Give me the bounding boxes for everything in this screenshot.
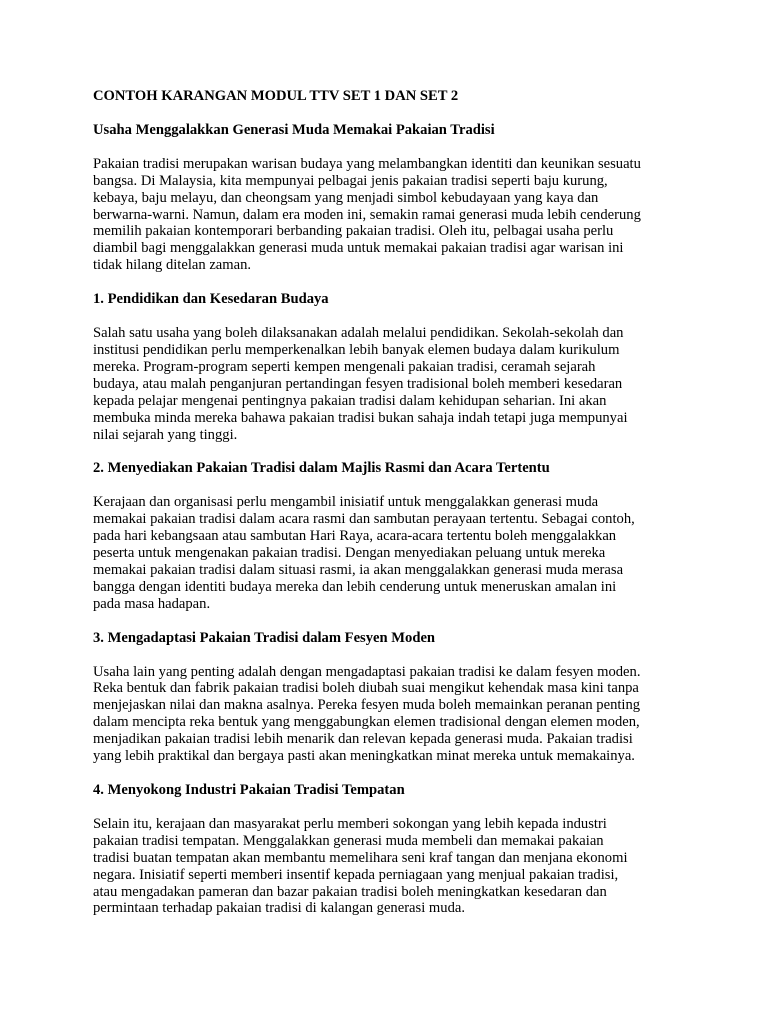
paragraph-line: Usaha lain yang penting adalah dengan mengadaptasi pakaian tradisi ke dalam fesyen moden.: [93, 663, 641, 680]
paragraph-line: menjadikan pakaian tradisi lebih menarik dan relevan kepada generasi muda. Pakaian tradisi: [93, 731, 633, 748]
paragraph-line: diambil bagi menggalakkan generasi muda untuk memakai pakaian tradisi agar warisan ini: [93, 240, 624, 257]
paragraph-line: Kerajaan dan organisasi perlu mengambil inisiatif untuk menggalakkan generasi muda: [93, 494, 599, 511]
paragraph-line: budaya, atau malah penganjuran pertandingan fesyen tradisional boleh memberi kesedaran: [93, 375, 623, 392]
paragraph-line: kebaya, baju melayu, dan cheongsam yang menjadi simbol kebudayaan yang kaya dan: [93, 189, 599, 206]
intro-paragraph: [93, 156, 693, 274]
paragraph-line: memakai pakaian tradisi dalam acara rasmi dan sambutan perayaan tertentu. Sebagai contoh,: [93, 511, 635, 528]
paragraph-line: permintaan terhadap pakaian tradisi di kalangan generasi muda.: [93, 900, 465, 917]
paragraph-line: Selain itu, kerajaan dan masyarakat perlu memberi sokongan yang lebih kepada industri: [93, 815, 607, 832]
paragraph-line: yang lebih praktikal dan bergaya pasti akan meningkatkan minat mereka untuk memakainya.: [93, 748, 635, 765]
section-heading-1: 1. Pendidikan dan Kesedaran Budaya: [93, 291, 329, 308]
document-page: [93, 88, 693, 934]
paragraph-line: membuka minda mereka bahawa pakaian tradisi bukan sahaja indah tetapi juga mempunyai: [93, 409, 628, 426]
paragraph-line: pakaian tradisi tempatan. Menggalakkan generasi muda membeli dan memakai pakaian: [93, 832, 604, 849]
section-paragraph-2: [93, 494, 693, 612]
section-heading-3: 3. Mengadaptasi Pakaian Tradisi dalam Fesyen Moden: [93, 629, 436, 646]
paragraph-line: memakai pakaian tradisi dalam situasi rasmi, ia akan menggalakkan generasi muda merasa: [93, 561, 624, 578]
paragraph-line: berwarna-warni. Namun, dalam era moden ini, semakin ramai generasi muda lebih cenderung: [93, 206, 641, 223]
paragraph-line: tidak hilang ditelan zaman.: [93, 257, 252, 274]
paragraph-line: peserta untuk mengenakan pakaian tradisi. Dengan menyediakan peluang untuk mereka: [93, 545, 606, 562]
section-paragraph-4: [93, 816, 693, 917]
paragraph-line: pada hari kebangsaan atau sambutan Hari Raya, acara-acara tertentu boleh menggalakkan: [93, 528, 617, 545]
section-heading-4: 4. Menyokong Industri Pakaian Tradisi Tempatan: [93, 782, 405, 798]
paragraph-line: nilai sejarah yang tinggi.: [93, 426, 238, 443]
section-paragraph-3: [93, 664, 693, 765]
paragraph-line: bangsa. Di Malaysia, kita mempunyai pelbagai jenis pakaian tradisi seperti baju kurung,: [93, 172, 608, 189]
paragraph-line: bangga dengan identiti budaya mereka dan lebih cenderung untuk meneruskan amalan ini: [93, 578, 617, 595]
document-title: CONTOH KARANGAN MODUL TTV SET 1 DAN SET 2: [93, 88, 459, 104]
document-subtitle: Usaha Menggalakkan Generasi Muda Memakai Pakaian Tradisi: [93, 121, 495, 138]
section-paragraph-1: [93, 325, 693, 443]
section-heading-2: 2. Menyediakan Pakaian Tradisi dalam Majlis Rasmi dan Acara Tertentu: [93, 460, 550, 477]
paragraph-line: memilih pakaian kontemporari berbanding pakaian tradisi. Oleh itu, pelbagai usaha perlu: [93, 223, 614, 240]
paragraph-line: kepada pelajar mengenai pentingnya pakaian tradisi dalam kehidupan seharian. Ini akan: [93, 392, 607, 409]
paragraph-line: mereka. Program-program seperti kempen mengenali pakaian tradisi, ceramah sejarah: [93, 358, 596, 375]
paragraph-line: menjejaskan nilai dan makna asalnya. Pereka fesyen muda boleh memainkan peranan penting: [93, 697, 641, 714]
paragraph-line: dalam mencipta reka bentuk yang menggabungkan elemen tradisional dengan elemen moden,: [93, 714, 640, 731]
paragraph-line: negara. Inisiatif seperti memberi insentif kepada perniagaan yang menjual pakaian tradisi,: [93, 866, 619, 883]
paragraph-line: Salah satu usaha yang boleh dilaksanakan adalah melalui pendidikan. Sekolah-sekolah dan: [93, 325, 624, 342]
paragraph-line: pada masa hadapan.: [93, 595, 211, 612]
paragraph-line: institusi pendidikan perlu memperkenalkan lebih banyak elemen budaya dalam kurikulum: [93, 341, 620, 358]
paragraph-line: Pakaian tradisi merupakan warisan budaya yang melambangkan identiti dan keunikan sesuatu: [93, 155, 641, 172]
paragraph-line: tradisi buatan tempatan akan membantu memelihara seni kraf tangan dan menjana ekonomi: [93, 849, 628, 866]
paragraph-line: atau mengadakan pameran dan bazar pakaian tradisi boleh meningkatkan kesedaran dan: [93, 883, 607, 900]
paragraph-line: Reka bentuk dan fabrik pakaian tradisi boleh diubah suai mengikut kehendak masa kini tanpa: [93, 680, 639, 697]
